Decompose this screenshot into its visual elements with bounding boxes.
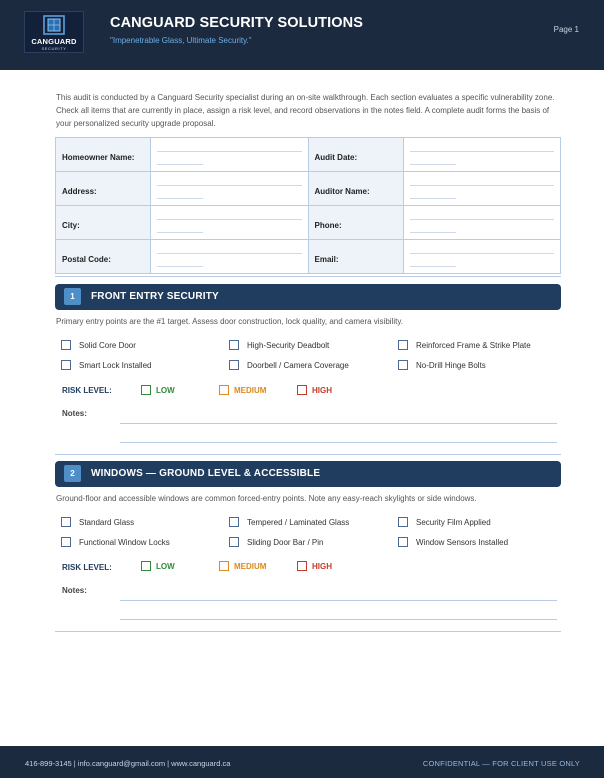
checkbox-label: Tempered / Laminated Glass: [247, 518, 350, 527]
risk-level-label: RISK LEVEL:: [62, 563, 112, 572]
checkbox-label: Smart Lock Installed: [79, 361, 152, 370]
confidential-notice: CONFIDENTIAL — FOR CLIENT USE ONLY: [422, 759, 580, 768]
checkbox-box[interactable]: [229, 517, 239, 527]
city-field[interactable]: [151, 206, 309, 240]
checkbox-label: Sliding Door Bar / Pin: [247, 538, 324, 547]
divider: [55, 454, 561, 455]
checkbox-box[interactable]: [398, 360, 408, 370]
phone-field[interactable]: [403, 206, 561, 240]
auditor-name-label: Auditor Name:: [308, 172, 403, 206]
divider: [55, 631, 561, 632]
section-header-front-entry: [55, 284, 561, 310]
risk-low-label: LOW: [156, 562, 175, 571]
checkbox-box[interactable]: [141, 385, 151, 395]
checkbox-box[interactable]: [297, 561, 307, 571]
checkbox-label: Standard Glass: [79, 518, 135, 527]
notes-line[interactable]: [120, 442, 557, 443]
section-number: 2: [64, 465, 81, 482]
checkbox-box[interactable]: [61, 537, 71, 547]
address-label: Address:: [56, 172, 151, 206]
notes-label: Notes:: [62, 409, 87, 418]
checkbox-label: No-Drill Hinge Bolts: [416, 361, 486, 370]
page-header: [0, 0, 604, 70]
logo-name: CANGUARD: [31, 37, 77, 46]
page-number: Page 1: [553, 25, 579, 34]
logo-subtitle: SECURITY: [41, 46, 67, 51]
checkbox-box[interactable]: [398, 340, 408, 350]
checkbox-box[interactable]: [61, 360, 71, 370]
homeowner-name-label: Homeowner Name:: [56, 138, 151, 172]
audit-date-field[interactable]: [403, 138, 561, 172]
city-label: City:: [56, 206, 151, 240]
auditor-name-field[interactable]: [403, 172, 561, 206]
intro-paragraph: This audit is conducted by a Canguard Security specialist during an on-site walkthrough. Each section evaluates a specific vulnerability zone. Check all items that are currently in place, assign a risk level, and record observations in the notes field. A complete audit forms the basis of your personalized security upgrade proposal.: [56, 93, 555, 128]
checkbox-box[interactable]: [398, 537, 408, 547]
checkbox-box[interactable]: [219, 385, 229, 395]
checkbox-label: Functional Window Locks: [79, 538, 170, 547]
risk-high-label: HIGH: [312, 386, 332, 395]
checkbox-label: High-Security Deadbolt: [247, 341, 330, 350]
postal-code-label: Postal Code:: [56, 240, 151, 274]
phone-label: Phone:: [308, 206, 403, 240]
checkbox-box[interactable]: [61, 340, 71, 350]
checkbox-label: Security Film Applied: [416, 518, 491, 527]
risk-medium-label: MEDIUM: [234, 386, 267, 395]
section-number: 1: [64, 288, 81, 305]
footer-contact-info: 416-899-3145 | info.canguard@gmail.com | www.canguard.ca: [25, 759, 231, 768]
checkbox-label: Window Sensors Installed: [416, 538, 509, 547]
postal-code-field[interactable]: [151, 240, 309, 274]
risk-high-label: HIGH: [312, 562, 332, 571]
checkbox-box[interactable]: [141, 561, 151, 571]
email-label: Email:: [308, 240, 403, 274]
notes-line[interactable]: [120, 619, 557, 620]
divider: [55, 276, 561, 277]
checkbox-box[interactable]: [219, 561, 229, 571]
checkbox-box[interactable]: [61, 517, 71, 527]
checkbox-box[interactable]: [398, 517, 408, 527]
checkbox-box[interactable]: [229, 537, 239, 547]
shield-window-icon: [42, 15, 66, 35]
notes-line[interactable]: [120, 600, 557, 601]
risk-low-label: LOW: [156, 386, 175, 395]
page-footer: [0, 746, 604, 778]
address-field[interactable]: [151, 172, 309, 206]
risk-level-label: RISK LEVEL:: [62, 386, 112, 395]
checkbox-box[interactable]: [229, 360, 239, 370]
checkbox-label: Doorbell / Camera Coverage: [247, 361, 349, 370]
checkbox-label: Reinforced Frame & Strike Plate: [416, 341, 531, 350]
notes-label: Notes:: [62, 586, 87, 595]
company-tagline: "Impenetrable Glass, Ultimate Security.": [110, 36, 252, 45]
risk-medium-label: MEDIUM: [234, 562, 267, 571]
email-field[interactable]: [403, 240, 561, 274]
section-description: Ground-floor and accessible windows are common forced-entry points. Note any easy-reach skylights or side windows.: [56, 494, 477, 503]
checkbox-box[interactable]: [229, 340, 239, 350]
homeowner-name-field[interactable]: [151, 138, 309, 172]
notes-line[interactable]: [120, 423, 557, 424]
section-title: WINDOWS — GROUND LEVEL & ACCESSIBLE: [91, 468, 321, 479]
audit-date-label: Audit Date:: [308, 138, 403, 172]
client-info-table: [55, 137, 561, 274]
section-header-windows: [55, 461, 561, 487]
section-title: FRONT ENTRY SECURITY: [91, 291, 219, 302]
company-logo: [24, 11, 84, 53]
section-description: Primary entry points are the #1 target. Assess door construction, lock quality, and camera visibility.: [56, 317, 403, 326]
checkbox-box[interactable]: [297, 385, 307, 395]
checkbox-label: Solid Core Door: [79, 341, 136, 350]
document-title: CANGUARD SECURITY SOLUTIONS: [110, 15, 363, 31]
